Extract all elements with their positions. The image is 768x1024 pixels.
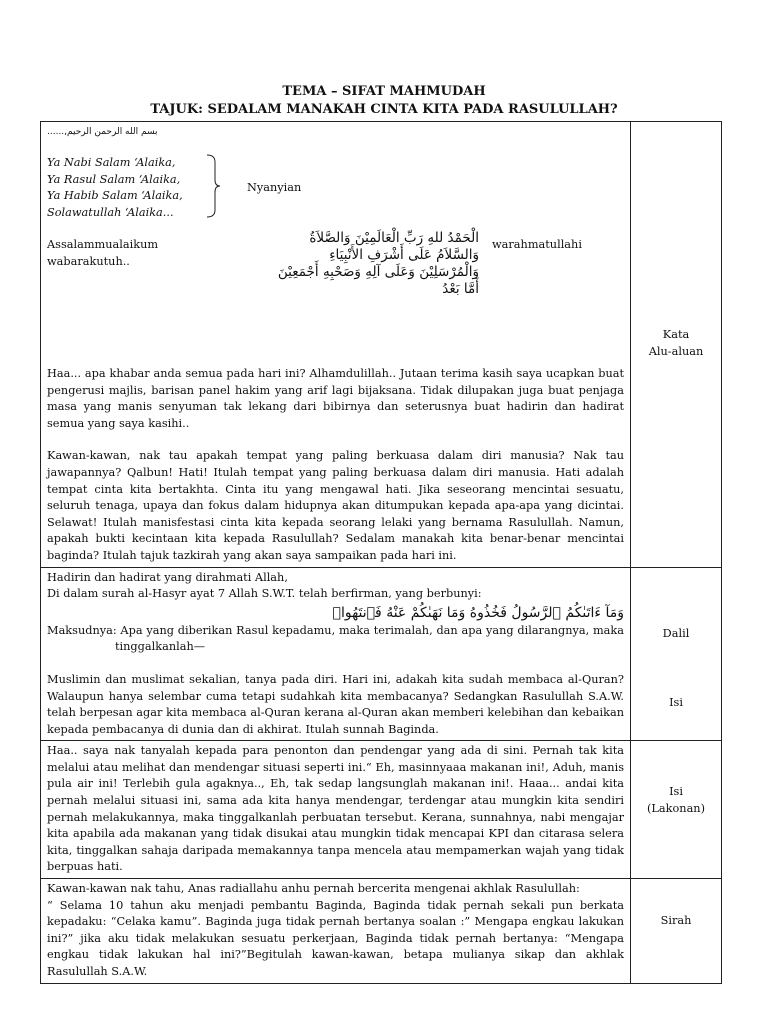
lakonan-cell [41,741,631,879]
song-line: Ya Rasul Salam ‘Alaika, [47,172,181,186]
salam-right: warahmatullahi [492,238,582,251]
side-label: (Lakonan) [647,801,705,815]
row-kata-alu-aluan [41,122,722,568]
label-isi-lakonan [631,741,722,879]
topic-heading: TAJUK: SEDALAM MANAKAH CINTA KITA PADA RASULULLAH? [150,102,618,117]
song-lyrics [47,155,183,221]
verse-meaning: Maksudnya: Apa yang diberikan Rasul kepadamu, maka terimalah, dan apa yang dilarangnya, maka tinggalkanlah— [47,623,624,654]
salam-left-1: Assalammualaikum [47,238,159,251]
side-label: Dalil [662,626,690,640]
basmalah-text: بسم الله الرحمن الرحيم,...... [47,127,158,137]
arabic-line: أَمَّا بَعْدُ [442,281,479,297]
quran-paragraph: Muslimin dan muslimat sekalian, tanya pada diri. Hari ini, adakah kita sudah membaca al-Quran? Walaupun hanya selembar cuma tetapi sudahkah kita membacanya? Sedangkan Rasulullah S.A.W. telah berpesan agar kita membaca al-Quran kerana al-Quran akan memberi kelebihan dan kebaikan kepada pembacanya di dunia dan di akhirat. Itulah sunnah Baginda. [47,672,624,736]
opening-paragraph: Haa... apa khabar anda semua pada hari ini? Alhamdulillah.. Jutaan terima kasih saya ucapkan buat pengerusi majlis, barisan panel hakim yang arif lagi bijaksana. Tidak dilupakan juga buat penjaga masa yang manis senyuman tak lekang dari bibirnya dan seterusnya buat hadirin dan hadirat semua yang saya kasihi.. [47,367,624,430]
side-label: Sirah [660,914,692,928]
side-label: Isi [669,785,683,799]
row-sirah [41,879,722,984]
song-label: Nyanyian [247,181,302,194]
dalil-surah-line: Di dalam surah al-Hasyr ayat 7 Allah S.W.T. telah berfirman, yang berbunyi: [47,587,482,601]
sirah-intro-line: Kawan-kawan nak tahu, Anas radiallahu anhu pernah bercerita mengenai akhlak Rasulullah: [47,882,580,896]
theme-heading: TEMA – SIFAT MAHMUDAH [282,84,486,99]
song-line: Ya Habib Salam ‘Alaika, [47,189,183,203]
dalil-cell [41,567,631,741]
label-kata-alu-aluan [631,122,722,568]
song-line: Solawatullah ‘Alaika... [47,205,174,219]
row-dalil-isi [41,567,722,741]
speech-table [40,121,722,984]
side-label: Alu-aluan [648,344,704,358]
arabic-opening [247,230,479,298]
dalil-intro-line: Hadirin dan hadirat yang dirahmati Allah, [47,570,288,584]
salam-left-2: wabarakutuh.. [47,255,130,268]
arabic-line: وَالسَّلاَمُ عَلَى أَشْرَفِ الأَنْبِيَاءِ [329,247,479,263]
sirah-paragraph: “ Selama 10 tahun aku menjadi pembantu Baginda, Baginda tidak pernah sekali pun berkata kepadaku: “Celaka kamu”. Baginda juga tidak pernah bertanya soalan :” Mengapa engkau lakukan ini?” jika aku tidak melakukan sesuatu perkerjaan, Baginda tidak pernah bertanya: “Mengapa engkau tidak lakukan hal ini?”Begitulah kawan-kawan, betapa mulianya sikap dan akhlak Rasulullah S.A.W. [47,898,624,978]
lakonan-paragraph: Haa.. saya nak tanyalah kepada para penonton dan pendengar yang ada di sini. Pernah tak kita melalui atau melihat dan mendengar situasi seperti ini.“ Eh, masinnyaaa makanan ini!, Aduh, manis pula air ini! Terlebih gula agaknya.., Eh, tak sedap langsunglah makanan ini!. Haaa... andai kita pernah melalui situasi ini, sama ada kita hanya mendengar, terdengar atau mungkin kita sendiri pernah melakukannya, maka tinggalkanlah perbuatan tersebut. Kerana, sunnahnya, nabi mengajar kita apabila ada makanan yang tidak disukai atau mungkin tidak mencapai KPI dan citarasa selera kita, tinggalkan sahaja daripada memakannya tanpa mencela atau mempamerkan wajah yang tidak berpuas hati. [47,744,624,874]
label-dalil-isi [631,567,722,741]
curly-brace-icon [205,154,221,218]
side-label: Kata [662,328,690,341]
side-label: Isi [669,696,683,710]
arabic-line: الْحَمْدُ للهِ رَبِّ الْعَالَمِيْنَ وَالصَّلاَةُ [309,230,479,246]
song-line: Ya Nabi Salam ‘Alaika, [47,156,176,169]
hati-paragraph: Kawan-kawan, nak tau apakah tempat yang paling berkuasa dalam diri manusia? Nak tau jawapannya? Qalbun! Hati! Itulah tempat yang paling berkuasa dalam diri manusia. Hati adalah tempat cinta kita bertakhta. Cinta itu yang mengawal hati. Jika seseorang mencintai sesuatu, seluruh tenaga, upaya dan fokus dalam hidupnya akan ditumpukan kepada apa-apa yang dicintai. Selawat! Itulah manisfestasi cinta kita kepada seorang lelaki yang bernama Rasulullah. Namun, apakah bukti kecintaan kita kepada Rasulullah? Sedalam manakah kita benar-benar mencintai baginda? Itulah tajuk tazkirah yang akan saya sampaikan pada hari ini. [47,449,624,562]
quran-verse: وَمَآ ءَاتَىٰكُمُ ٱلرَّسُولُ فَخُذُوهُ وَمَا نَهَىٰكُمْ عَنْهُ فَٱنتَهُوا۟ [332,604,624,621]
sirah-cell [41,879,631,984]
arabic-line: وَالْمُرْسَلِيْنَ وَعَلَى آلِهِ وَصَحْبِهِ أَجْمَعِيْنَ [277,264,479,280]
row-isi-lakonan [41,741,722,879]
intro-cell [41,122,631,568]
label-sirah [631,879,722,984]
